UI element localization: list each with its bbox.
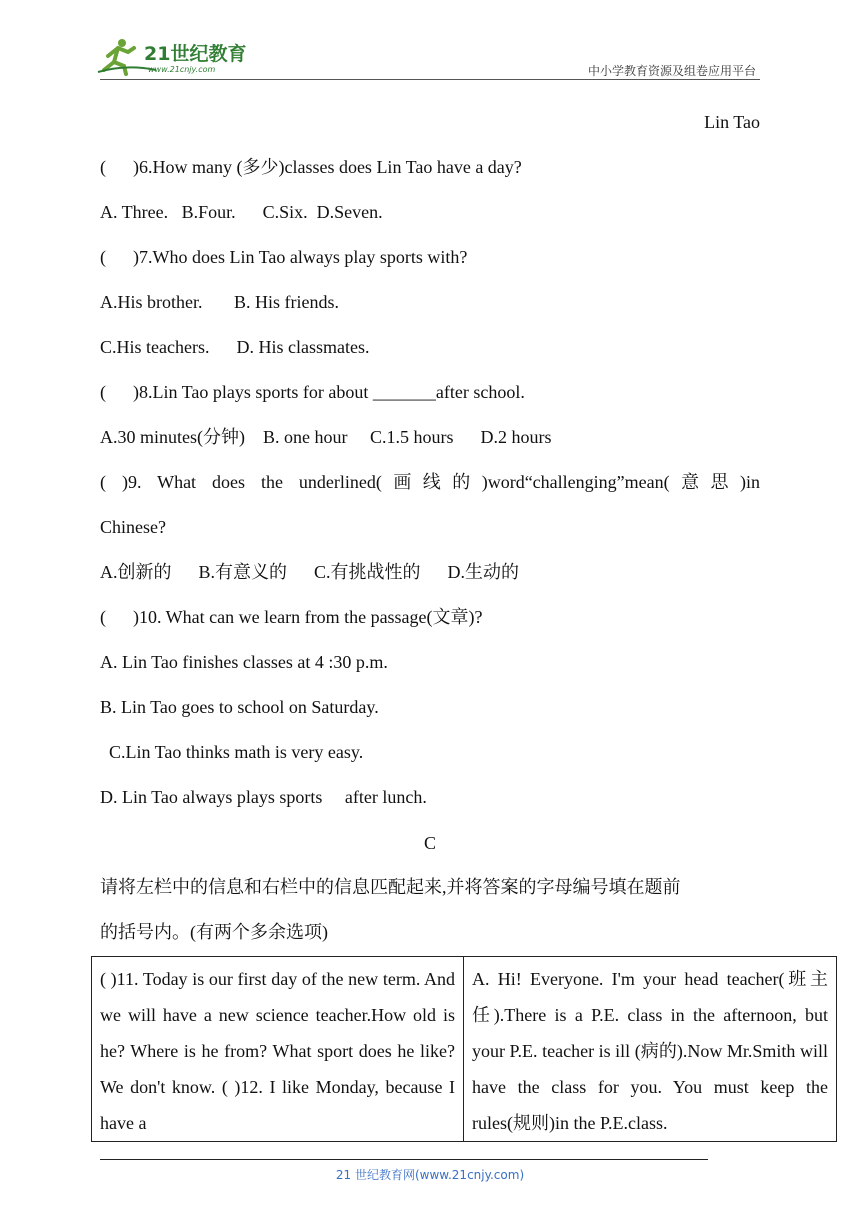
header-tagline: 中小学教育资源及组卷应用平台 bbox=[587, 64, 756, 78]
matching-table bbox=[91, 956, 837, 1142]
logo-url: www.21cnjy.com bbox=[148, 65, 216, 74]
left-column-cell bbox=[92, 957, 464, 1142]
right-column-text: A. Hi! Everyone. I'm your head teacher(班主任).There is a P.E. class in the afternoon, but your P.E. teacher is ill (病的).Now Mr.Smith will have the class for you. You must keep the rules(规则)in the P.E.class. bbox=[472, 969, 828, 1133]
question-9: ( )9. What does the underlined(画线的)word“challenging”mean(意思)in bbox=[100, 472, 760, 492]
question-9-options: A.创新的 B.有意义的 C.有挑战性的 D.生动的 bbox=[100, 562, 520, 582]
question-8-options: A.30 minutes(分钟) B. one hour C.1.5 hours D.2 hours bbox=[100, 427, 552, 447]
header-divider bbox=[100, 79, 760, 80]
left-column-text: ( )11. Today is our first day of the new term. And we will have a new science teacher.How old is he? Where is he from? What sport does he like? We don't know. ( )12. I like Monday, because I have a bbox=[100, 969, 455, 1133]
signature: Lin Tao bbox=[704, 112, 760, 132]
section-instruction-line1: 请将左栏中的信息和右栏中的信息匹配起来,并将答案的字母编号填在题前 bbox=[100, 877, 681, 897]
question-7: ( )7.Who does Lin Tao always play sports with? bbox=[100, 247, 468, 267]
footer-text: 21 世纪教育网(www.21cnjy.com) bbox=[335, 1168, 525, 1182]
question-7-options-ab: A.His brother. B. His friends. bbox=[100, 292, 339, 312]
section-label: C bbox=[423, 833, 436, 853]
question-10: ( )10. What can we learn from the passage(文章)? bbox=[100, 607, 483, 627]
question-6: ( )6.How many (多少)classes does Lin Tao have a day? bbox=[100, 157, 522, 177]
footer-divider bbox=[100, 1159, 708, 1160]
question-6-options: A. Three. B.Four. C.Six. D.Seven. bbox=[100, 202, 383, 222]
logo-text: 21世纪教育 bbox=[144, 43, 247, 65]
question-9-continued: Chinese? bbox=[100, 517, 166, 537]
question-10-option-b: B. Lin Tao goes to school on Saturday. bbox=[100, 697, 379, 717]
question-10-option-c: C.Lin Tao thinks math is very easy. bbox=[100, 742, 364, 762]
right-column-cell bbox=[464, 957, 837, 1142]
site-logo bbox=[96, 36, 261, 76]
question-10-option-a: A. Lin Tao finishes classes at 4 :30 p.m. bbox=[100, 652, 388, 672]
table-row bbox=[92, 957, 837, 1142]
question-7-options-cd: C.His teachers. D. His classmates. bbox=[100, 337, 370, 357]
section-instruction-line2: 的括号内。(有两个多余选项) bbox=[100, 922, 328, 942]
question-8: ( )8.Lin Tao plays sports for about _______after school. bbox=[100, 382, 525, 402]
question-10-option-d: D. Lin Tao always plays sports after lunch. bbox=[100, 787, 427, 807]
